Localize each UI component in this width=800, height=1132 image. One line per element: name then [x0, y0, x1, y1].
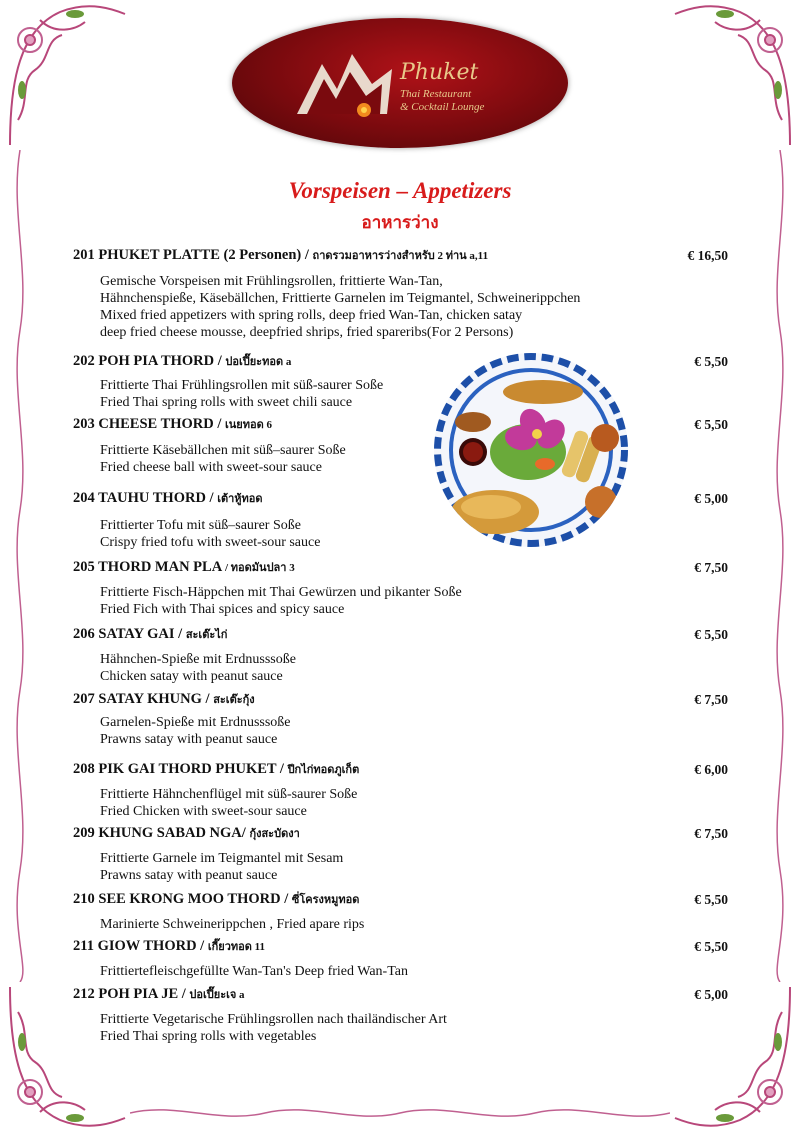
- side-border-left: [8, 150, 32, 982]
- menu-item-description: Frittierte Hähnchenflügel mit süß-saurer Soße Fried Chicken with sweet-sour sauce: [100, 787, 358, 819]
- logo-subtitle-2: & Cocktail Lounge: [400, 101, 485, 113]
- corner-ornament-bottom-left: [0, 982, 130, 1132]
- logo-emblem-icon: [292, 44, 402, 124]
- menu-item-price: € 5,50: [694, 354, 728, 369]
- menu-item-price: € 6,00: [694, 762, 728, 777]
- menu-item-title: 208 PIK GAI THORD PHUKET / ปีกไก่ทอดภูเก็ต: [73, 761, 360, 777]
- menu-item-title: 205 THORD MAN PLA / ทอดมันปลา 3: [73, 559, 295, 575]
- menu-item-description: Frittierte Thai Frühlingsrollen mit süß-saurer Soße Fried Thai spring rolls with sweet chili sauce: [100, 378, 384, 410]
- menu-item-title: 207 SATAY KHUNG / สะเต๊ะกุ้ง: [73, 691, 255, 707]
- menu-item-description: Marinierte Schweinerippchen , Fried apare rips: [100, 917, 365, 932]
- menu-item-price: € 16,50: [687, 248, 728, 263]
- menu-item-description: Frittiertefleischgefüllte Wan-Tan's Deep fried Wan-Tan: [100, 964, 409, 979]
- logo-name: Phuket: [400, 60, 479, 85]
- menu-item-price: € 5,00: [694, 987, 728, 1002]
- menu-item-description: Frittierte Vegetarische Frühlingsrollen nach thailändischer Art Fried Thai spring rolls with vegetables: [100, 1012, 447, 1044]
- corner-ornament-bottom-right: [670, 982, 800, 1132]
- menu-item-description: Frittierter Tofu mit süß–saurer Soße Crispy fried tofu with sweet-sour sauce: [100, 518, 321, 550]
- menu-item-price: € 5,50: [694, 892, 728, 907]
- side-border-right: [768, 150, 792, 982]
- menu-item-title: 202 POH PIA THORD / ปอเปี๊ยะทอด a: [73, 353, 292, 369]
- menu-item-price: € 7,50: [694, 692, 728, 707]
- menu-item-title: 204 TAUHU THORD / เต้าหู้ทอด: [73, 490, 263, 506]
- menu-item-description: Gemische Vorspeisen mit Frühlingsrollen, frittierte Wan-Tan, Hähnchenspieße, Käsebällchen, Frittierte Garnelen im Teigmantel, Schweinerippchen Mixed fried appetizers with spring rolls, deep fried Wan-Tan, chicken satay deep fried cheese mousse, deepfried shrips, fried spareribs(For 2 Persons): [100, 274, 581, 340]
- menu-item-price: € 5,50: [694, 417, 728, 432]
- menu-item-description: Frittierte Fisch-Häppchen mit Thai Gewürzen und pikanter Soße Fried Fich with Thai spices and spicy sauce: [100, 585, 462, 617]
- menu-item-title: 212 POH PIA JE / ปอเปี๊ยะเจ a: [73, 986, 245, 1002]
- restaurant-logo: [232, 18, 568, 148]
- menu-item-title: 209 KHUNG SABAD NGA/ กุ้งสะบัดงา: [73, 825, 300, 841]
- corner-ornament-top-right: [670, 0, 800, 150]
- menu-item-price: € 5,00: [694, 491, 728, 506]
- menu-item-title: 211 GIOW THORD / เกี๊ยวทอด 11: [73, 938, 266, 954]
- logo-subtitle-1: Thai Restaurant: [400, 88, 472, 100]
- menu-item-description: Garnelen-Spieße mit Erdnusssoße Prawns satay with peanut sauce: [100, 715, 291, 747]
- menu-item-title: 203 CHEESE THORD / เนยทอด 6: [73, 416, 273, 432]
- menu-item-price: € 5,50: [694, 627, 728, 642]
- menu-item-description: Frittierte Garnele im Teigmantel mit Sesam Prawns satay with peanut sauce: [100, 851, 344, 883]
- menu-item-description: Frittierte Käsebällchen mit süß–saurer Soße Fried cheese ball with sweet-sour sauce: [100, 443, 346, 475]
- corner-ornament-top-left: [0, 0, 130, 150]
- section-title-thai: อาหารว่าง: [361, 213, 439, 232]
- menu-item-price: € 5,50: [694, 939, 728, 954]
- section-title: Vorspeisen – Appetizers: [288, 178, 512, 203]
- menu-item-price: € 7,50: [694, 560, 728, 575]
- menu-item-price: € 7,50: [694, 826, 728, 841]
- appetizer-plate-photo: [433, 352, 629, 548]
- menu-item-description: Hähnchen-Spieße mit Erdnusssoße Chicken satay with peanut sauce: [100, 652, 296, 684]
- menu-item-title: 201 PHUKET PLATTE (2 Personen) / ถาดรวมอาหารว่างสำหรับ 2 ท่าน a,11: [73, 247, 489, 263]
- bottom-border: [130, 1102, 670, 1124]
- menu-item-title: 210 SEE KRONG MOO THORD / ซี่โครงหมูทอด: [73, 891, 360, 907]
- menu-item-title: 206 SATAY GAI / สะเต๊ะไก่: [73, 626, 228, 642]
